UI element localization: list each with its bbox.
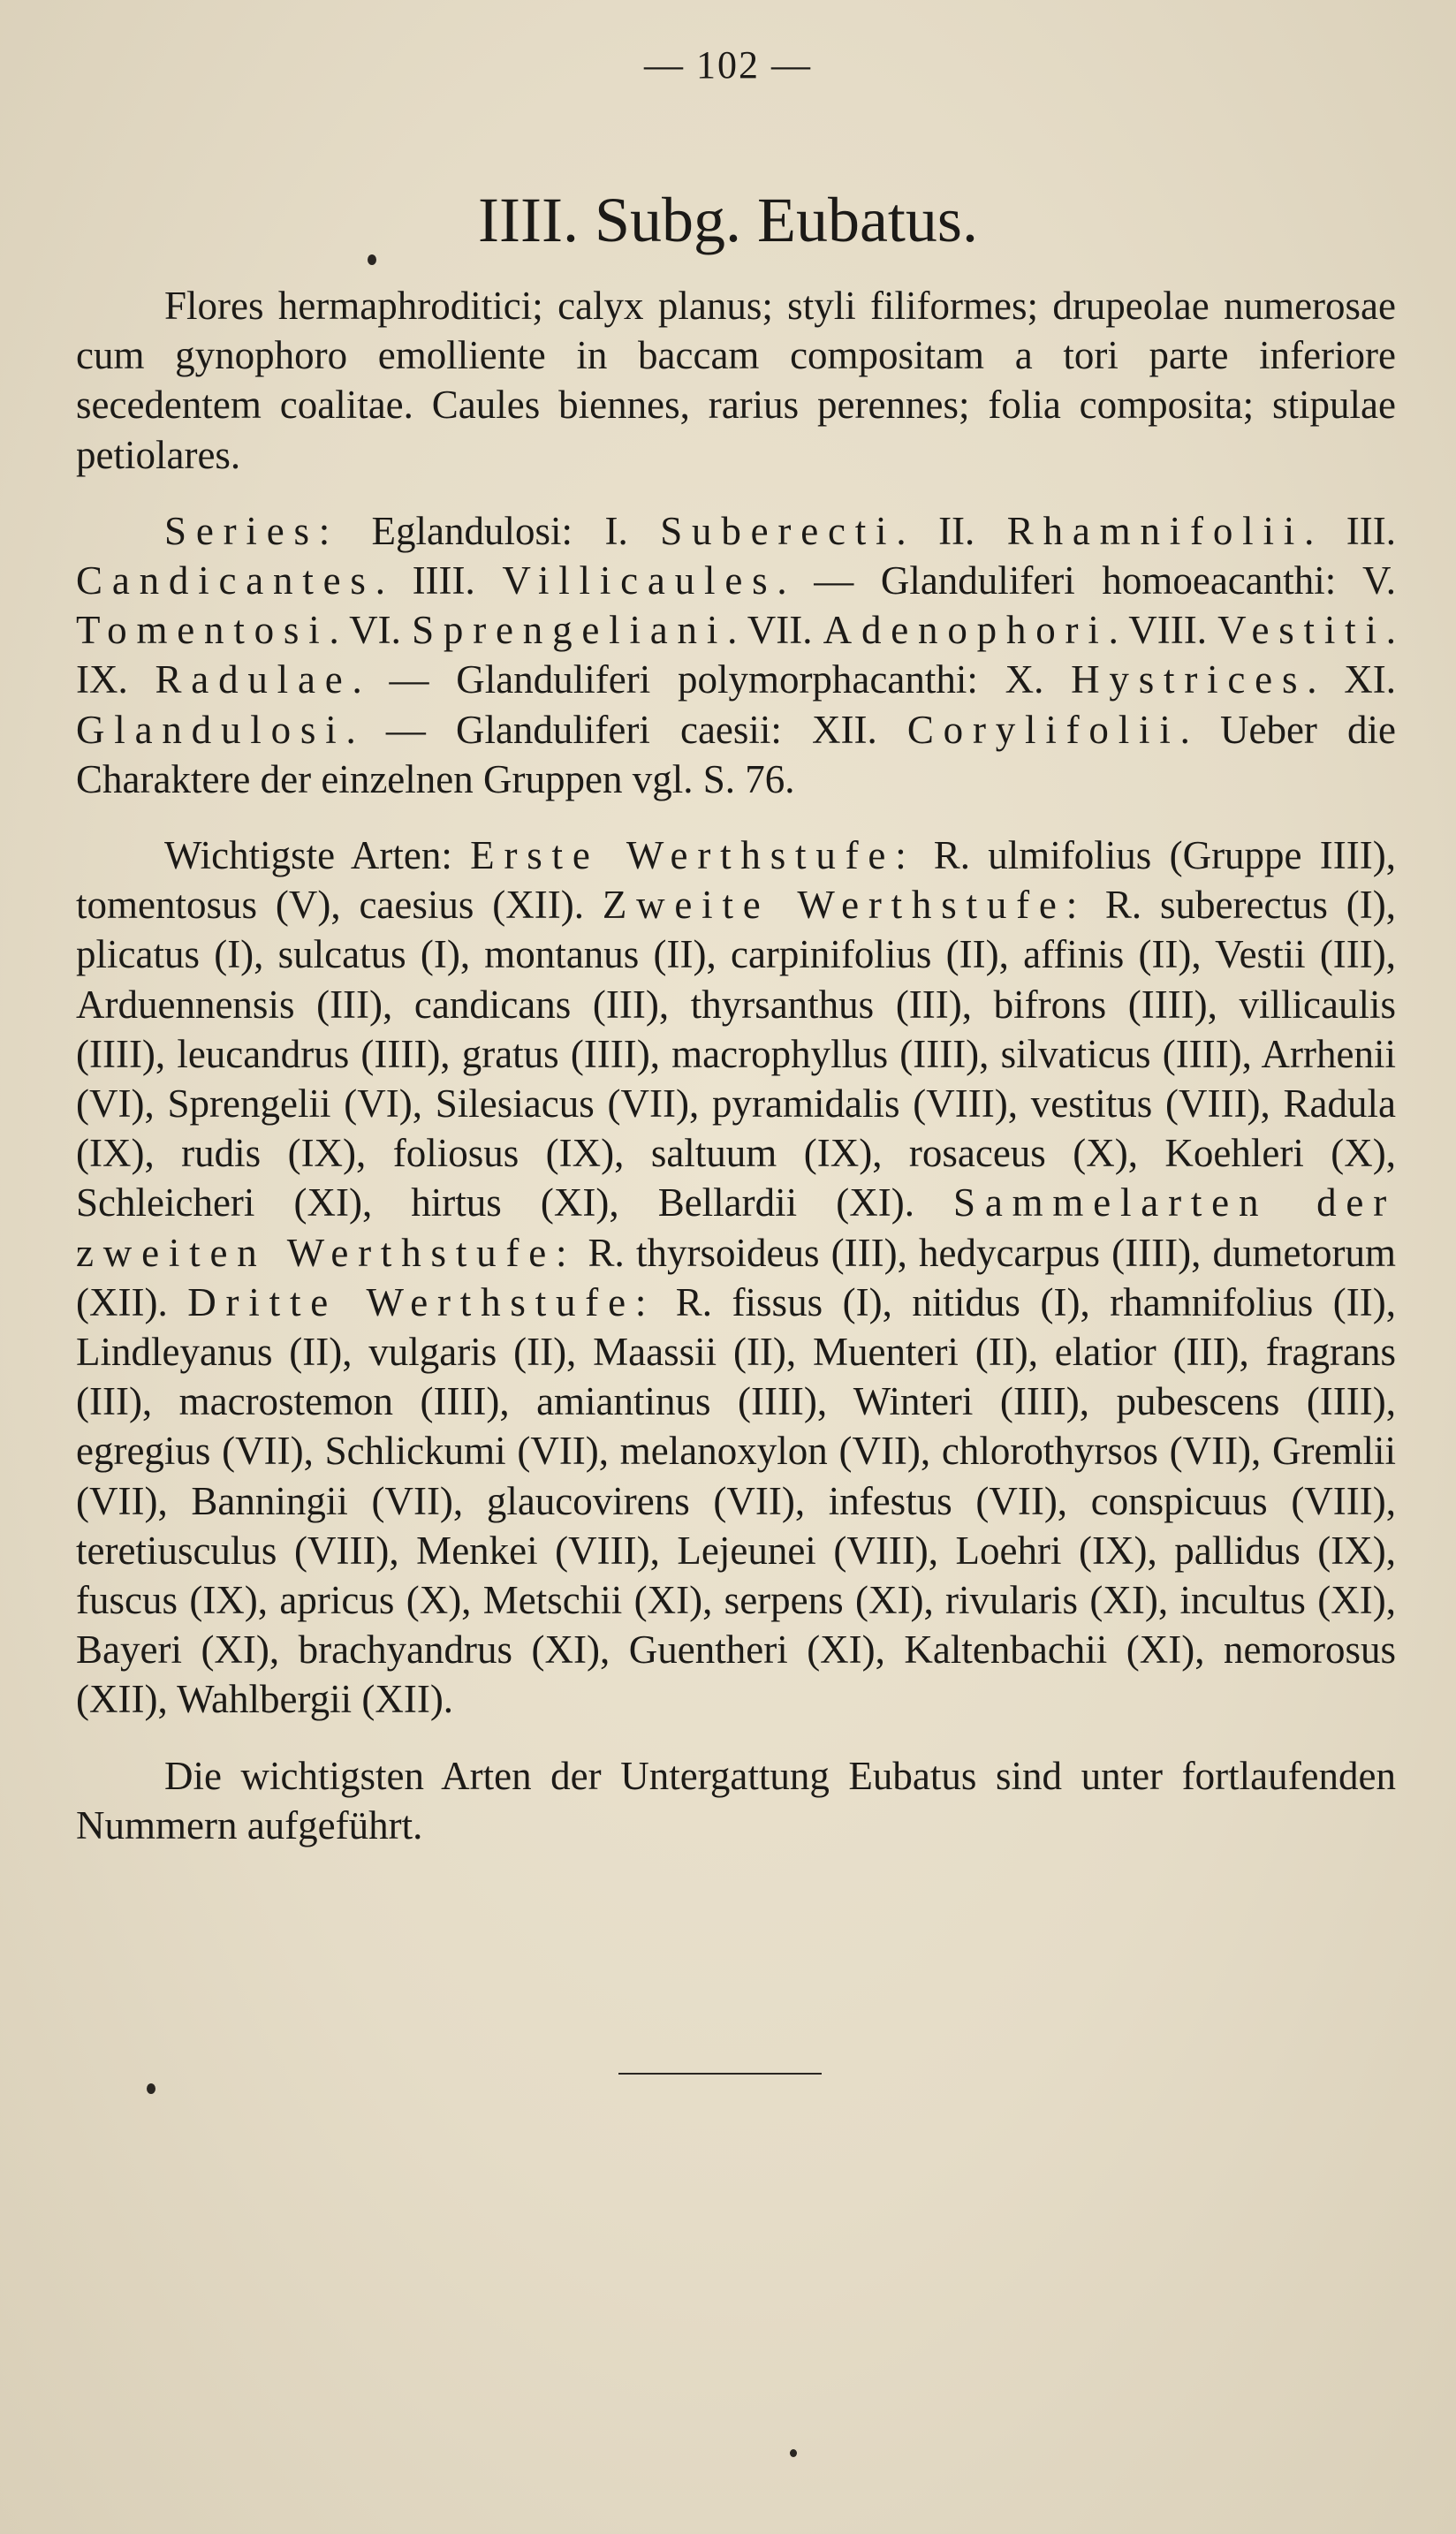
text-run: . III. <box>1304 508 1396 553</box>
text-run: . II. <box>896 508 1007 553</box>
spaced-emphasis-text: Adenophori <box>823 608 1109 653</box>
section-heading: IIII. Subg. Eubatus. <box>478 185 978 255</box>
spaced-emphasis-text: Villicaules <box>502 558 777 603</box>
spaced-emphasis-text: Vestiti <box>1217 608 1386 653</box>
text-run: R. thyrsoideus (III), hedycarpus (IIII), dumetorum (XII). <box>76 1230 1396 1324</box>
spaced-emphasis-text: Rhamnifolii <box>1006 508 1305 553</box>
paragraph-subgenus-description <box>76 281 1396 480</box>
text-run: Flores hermaphroditici; calyx planus; styli filiformes; drupeolae numerosae cum gynophoro emolliente in baccam compositam a tori parte inferiore secedentem coalitae. Caules biennes, rarius perennes; folia composita; stipulae petiolares. <box>76 284 1396 477</box>
spaced-emphasis-text: Erste Werthstufe: <box>470 833 916 878</box>
paragraph-important-species <box>76 831 1396 1725</box>
spaced-emphasis-text: Sprengeliani <box>412 608 728 653</box>
spaced-emphasis-text: Series: <box>164 508 340 553</box>
text-run: . — Glanduliferi homoeacanthi: V. <box>777 558 1396 603</box>
page-number: — 102 — <box>644 43 812 87</box>
text-run: . — Glanduliferi caesii: XII. <box>345 707 907 752</box>
section-rule <box>618 2073 822 2075</box>
text-run: Wichtigste Arten: <box>164 833 471 878</box>
spaced-emphasis-text: Sammelarten der zweiten Werthstufe: <box>76 1180 1396 1275</box>
print-speck <box>790 2449 797 2457</box>
spaced-emphasis-text: Radulae <box>155 657 353 702</box>
spaced-emphasis-text: Zweite Werthstufe: <box>602 883 1088 928</box>
text-run: R. ulmifolius (Gruppe IIII), tomentosus (V), caesius (XII). <box>76 833 1396 928</box>
spaced-emphasis-text: Glandulosi <box>76 707 346 752</box>
text-run: Eglandulosi: I. <box>339 508 661 553</box>
text-run: . IIII. <box>375 558 503 603</box>
spaced-emphasis-text: Suberecti <box>660 508 897 553</box>
print-speck <box>147 2083 155 2094</box>
text-run: . VII. <box>727 608 823 653</box>
text-run: . Ueber die Charaktere der einzelnen Gruppen vgl. S. 76. <box>76 707 1396 801</box>
spaced-emphasis-text: Corylifolii <box>906 707 1180 752</box>
body-text <box>76 281 1396 1850</box>
text-run: . VI. <box>329 608 413 653</box>
text-run: . VIII. <box>1108 608 1218 653</box>
text-run: R. fissus (I), nitidus (I), rhamnifolius (II), Lindleyanus (II), vulgaris (II), Maassii (II), Muenteri (II), elatior (III), fragrans (III), macrostemon (IIII), amiantinus (IIII), Winteri (IIII), pubescens (IIII), egregius (VII), Schlickumi (VII), melanoxylon (VII), chlorothyrsos (VII), Gremlii (VII), Banningii (VII), glaucovirens (VII), infestus (VII), conspicuus (VIII), teretiusculus (VIII), Menkei (VIII), Lejeunei (VIII), Loehri (IX), pallidus (IX), fuscus (IX), apricus (X), Metschii (XI), serpens (XI), rivularis (XI), incultus (XI), Bayeri (XI), brachyandrus (XI), Guentheri (XI), Kaltenbachii (XI), nemorosus (XII), Wahlbergii (XII). <box>76 1279 1396 1722</box>
spaced-emphasis-text: Candicantes <box>76 558 375 603</box>
text-run: . XI. <box>1307 657 1397 702</box>
paragraph-closing-note <box>76 1751 1396 1850</box>
spaced-emphasis-text: Hystrices <box>1071 657 1308 702</box>
spaced-emphasis-text: Tomentosi <box>76 608 330 653</box>
text-run: R. suberectus (I), plicatus (I), sulcatus (I), montanus (II), carpinifolius (II), affinis (II), Vestii (III), Arduennensis (III), candicans (III), thyrsanthus (III), bifrons (IIII), villicaulis (IIII), leucandrus (IIII), gratus (IIII), macrophyllus (IIII), silvaticus (IIII), Arrhenii (VI), Sprengelii (VI), Silesiacus (VII), pyramidalis (VIII), vestitus (VIII), Radula (IX), rudis (IX), foliosus (IX), saltuum (IX), rosaceus (X), Koehleri (X), Schleicheri (XI), hirtus (XI), Bellardii (XI). <box>76 883 1397 1225</box>
paragraph-series-list <box>76 506 1396 804</box>
text-run: . — Glanduliferi polymorphacanthi: X. <box>352 657 1072 702</box>
text-run: Die wichtigsten Arten der Untergattung Eubatus sind unter fortlaufenden Nummern aufgeführt. <box>76 1753 1396 1847</box>
print-speck <box>368 254 376 265</box>
spaced-emphasis-text: Dritte Werthstufe: <box>187 1279 656 1324</box>
text-run: . IX. <box>76 608 1397 702</box>
